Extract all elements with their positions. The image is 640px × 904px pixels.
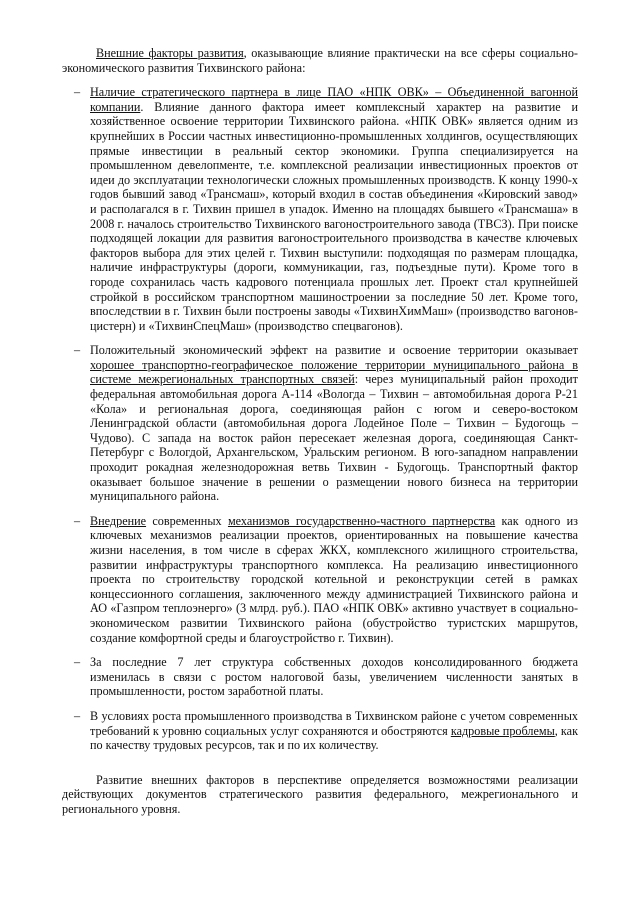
list-item xyxy=(62,85,578,333)
item-heading: Наличие стратегического партнера в лице ПАО «НПК ОВК» – Объединенной вагонной компании xyxy=(90,85,578,114)
item-heading: Внедрение xyxy=(90,513,147,528)
item-lead: В условиях роста промышленного производства в Тихвинском районе с учетом современных требований к уровню социальных услуг сохраняются и обостряются xyxy=(90,708,578,738)
bullet-dash: – xyxy=(74,513,81,528)
item-text: . Влияние данного фактора имеет комплексный характер на развитие и хозяйственное освоение территории Тихвинского района. «НПК ОВК» является одним из крупнейших в России частных инвестиционно-промышленных холдингов, осуществляющих прямые инвестиции в реальный сектор экономики. Группа специализируется на промышленном девелопменте, т.е. комплексной реализации инвестиционных проектов от идеи до эксплуатации технологически сложных промышленных производств. К концу 1990-х годов бывший завод «Трансмаш», который входил в состав объединения «Кировский завод» и располагался в г. Тихвин пришел в упадок. Именно на площадях бывшего «Трансмаша» в 2008 г. началось строительство Тихвинского вагоностроительного завода (ТВСЗ). При поиске подходящей локации для развития вагоностроительного производства в качестве ключевых факторов выбора для этих целей г. Тихвин выступили: подходящая по размерам площадка, наличие инфраструктуры (дороги, коммуникации, газ, подъездные пути). Кроме того в городе сохранилась часть кадрового потенциала прошлых лет. Проект стал крупнейшей стройкой в российском транспортном машиностроении за последние 50 лет. Кроме того, впоследствии в г. Тихвин были построены заводы «ТихвинХимМаш» (производство вагонов-цистерн) и «ТихвинСпецМаш» (производство спецвагонов). xyxy=(90,99,578,333)
closing-paragraph: Развитие внешних факторов в перспективе определяется возможностями реализации действующих документов стратегического развития федерального, межрегионального и регионального уровня. xyxy=(62,772,578,816)
item-lead: Положительный экономический эффект на развитие и освоение территории оказывает xyxy=(90,343,578,358)
list-item xyxy=(62,343,578,504)
item-text: За последние 7 лет структура собственных доходов консолидированного бюджета изменилась в связи с ростом налоговой базы, увеличением численности занятых в промышленности, ростом заработной платы. xyxy=(90,655,578,699)
list-item xyxy=(62,655,578,699)
bullet-dash: – xyxy=(74,343,81,358)
intro-text: , оказывающие влияние практически на все сферы социально-экономического развития Тихвинского района: xyxy=(62,46,578,75)
bullet-dash: – xyxy=(74,655,81,670)
list-item xyxy=(62,709,578,753)
bullet-dash: – xyxy=(74,708,81,723)
list-item xyxy=(62,514,578,645)
bullet-dash: – xyxy=(74,85,81,100)
item-heading-2: механизмов государственно-частного партнерства xyxy=(227,513,496,528)
item-heading: хорошее транспортно-географическое положение территории муниципального района в системе межрегиональных транспортных связей xyxy=(90,357,578,387)
intro-title: Внешние факторы развития xyxy=(96,46,244,60)
item-mid: современных xyxy=(146,513,228,528)
item-text: : через муниципальный район проходит федеральная автомобильная дорога А-114 «Вологда – Тихвин – автомобильная дорога Р-21 «Кола» и региональная дорога, соединяющая район с югом и северо-востоком Ленинградской области (автомобильная дорога Лодейное Поле – Тихвин – Будогощь – Чудово). С запада на восток район пересекает железная дорога, соединяющая Санкт-Петербург с Вологдой, Архангельском, Уральским регионом. В юго-западном направлении проходит рокадная железнодорожная ветвь Тихвин - Будогощь. Транспортный фактор оказывает большое значение в решении о размещении нового бизнеса на территории муниципального района. xyxy=(90,372,578,504)
item-text: , как по качеству трудовых ресурсов, так и по их количеству. xyxy=(90,723,578,753)
item-text: как одного из ключевых механизмов реализации проектов, ориентированных на повышение качества жизни населения, в том числе в сферах ЖКХ, комплексного жилищного строительства, развитии инфраструктуры транспортного комплекса. На реализацию инвестиционного проекта по строительству городской котельной и реконструкции сетей в рамках концессионного соглашения, заключенного между администрацией Тихвинского района и АО «Газпром теплоэнерго» (3 млрд. руб.). ПАО «НПК ОВК» активно участвует в социально-экономическом развитии Тихвинского района (обустройство туристских маршрутов, создание комфортной среды и благоустройство г. Тихвин). xyxy=(90,513,578,645)
factor-list xyxy=(62,85,578,753)
intro-paragraph xyxy=(62,46,578,75)
item-heading: кадровые проблемы xyxy=(450,723,555,738)
